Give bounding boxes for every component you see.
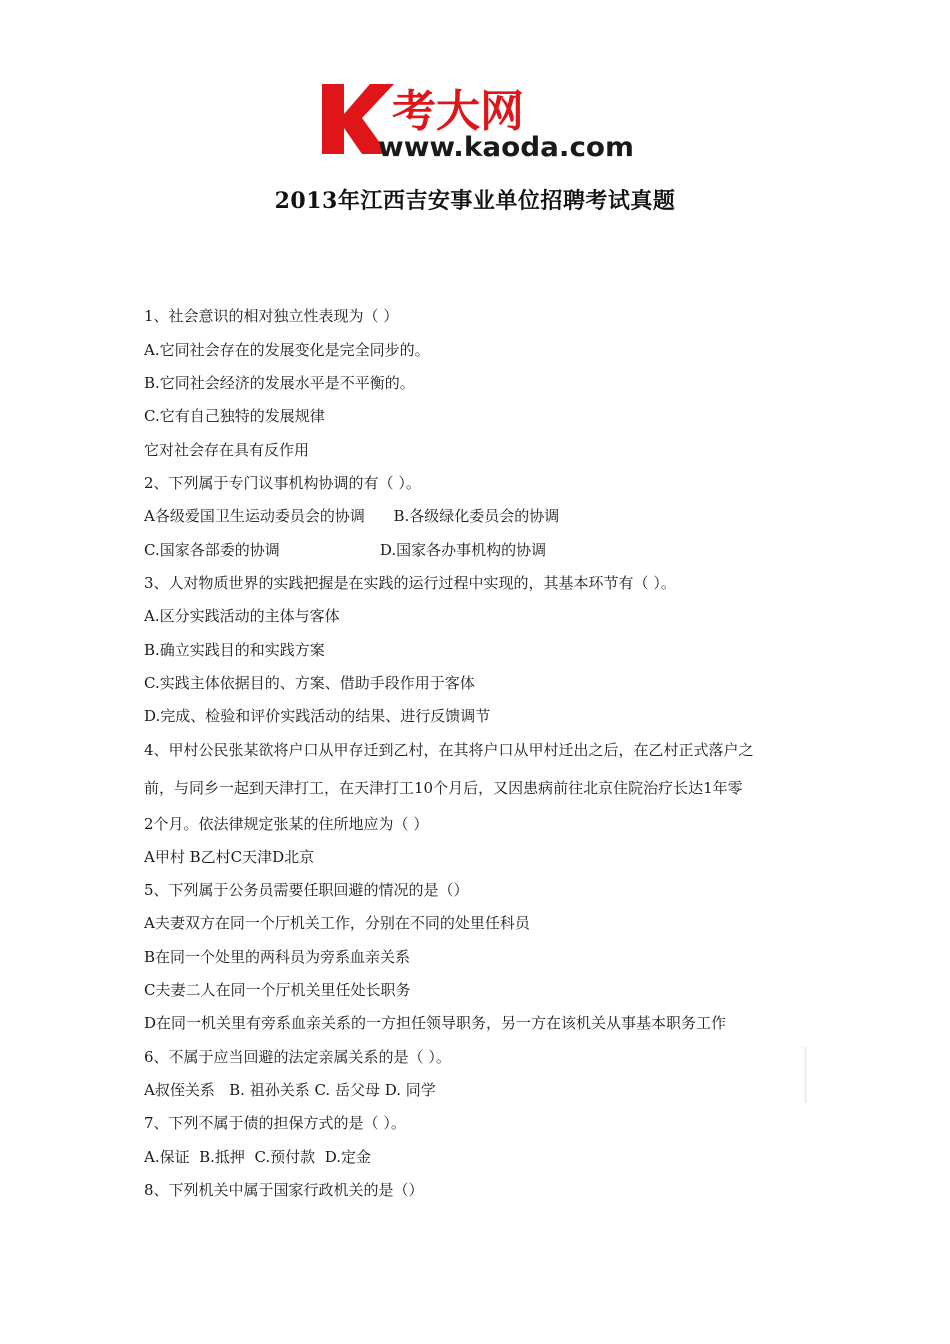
options-4: A甲村 B乙村C天津D北京	[144, 848, 315, 866]
question-4-line-1: 4、甲村公民张某欲将户口从甲存迁到乙村，在其将户口从甲村迁出之后，在乙村正式落户之	[144, 741, 754, 759]
question-8: 8、下列机关中属于国家行政机关的是（）	[144, 1181, 424, 1199]
options-7: A.保证 B.抵押 C.预付款 D.定金	[144, 1148, 371, 1166]
question-6: 6、不属于应当回避的法定亲属关系的是（ ）。	[144, 1048, 451, 1066]
option-3c: C.实践主体依据目的、方案、借助手段作用于客体	[144, 674, 475, 692]
question-5: 5、下列属于公务员需要任职回避的情况的是（）	[144, 881, 469, 899]
question-7: 7、下列不属于债的担保方式的是（ ）。	[144, 1114, 406, 1132]
option-3b: B.确立实践目的和实践方案	[144, 641, 325, 659]
options-6: A叔侄关系 B. 祖孙关系 C. 岳父母 D. 同学	[144, 1081, 436, 1099]
scan-shade	[804, 1047, 807, 1103]
option-5b: B在同一个处里的两科员为旁系血亲关系	[144, 948, 411, 966]
option-5d: D在同一机关里有旁系血亲关系的一方担任领导职务，另一方在该机关从事基本职务工作	[144, 1014, 727, 1032]
kaoda-logo	[318, 80, 640, 162]
option-1d: 它对社会存在具有反作用	[144, 441, 310, 459]
option-5a: A夫妻双方在同一个厅机关工作，分别在不同的处里任科员	[144, 914, 530, 932]
option-5c: C夫妻二人在同一个厅机关里任处长职务	[144, 981, 411, 999]
question-2: 2、下列属于专门议事机构协调的有（ ）。	[144, 474, 421, 492]
option-1a: A.它同社会存在的发展变化是完全同步的。	[144, 341, 430, 359]
option-3a: A.区分实践活动的主体与客体	[144, 607, 340, 625]
option-1b: B.它同社会经济的发展水平是不平衡的。	[144, 374, 415, 392]
logo-name: 考大网	[392, 86, 524, 137]
kaoda-logo-graphic	[318, 80, 640, 162]
question-4-line-3: 2个月。依法律规定张某的住所地应为（ ）	[144, 815, 429, 833]
logo-url: www.kaoda.com	[378, 132, 634, 162]
question-3: 3、人对物质世界的实践把握是在实践的运行过程中实现的，其基本环节有（ ）。	[144, 574, 676, 592]
option-3d: D.完成、检验和评价实践活动的结果、进行反馈调节	[144, 707, 491, 725]
question-4-line-2: 前，与同乡一起到天津打工，在天津打工10个月后，又因患病前往北京住院治疗长达1年零	[144, 779, 743, 797]
document-title: 2013年江西吉安事业单位招聘考试真题	[274, 188, 676, 214]
options-2cd: C.国家各部委的协调 D.国家各办事机构的协调	[144, 541, 547, 559]
option-1c: C.它有自己独特的发展规律	[144, 407, 325, 425]
question-1: 1、社会意识的相对独立性表现为（ ）	[144, 307, 399, 325]
options-2ab: A各级爱国卫生运动委员会的协调 B.各级绿化委员会的协调	[144, 507, 560, 525]
